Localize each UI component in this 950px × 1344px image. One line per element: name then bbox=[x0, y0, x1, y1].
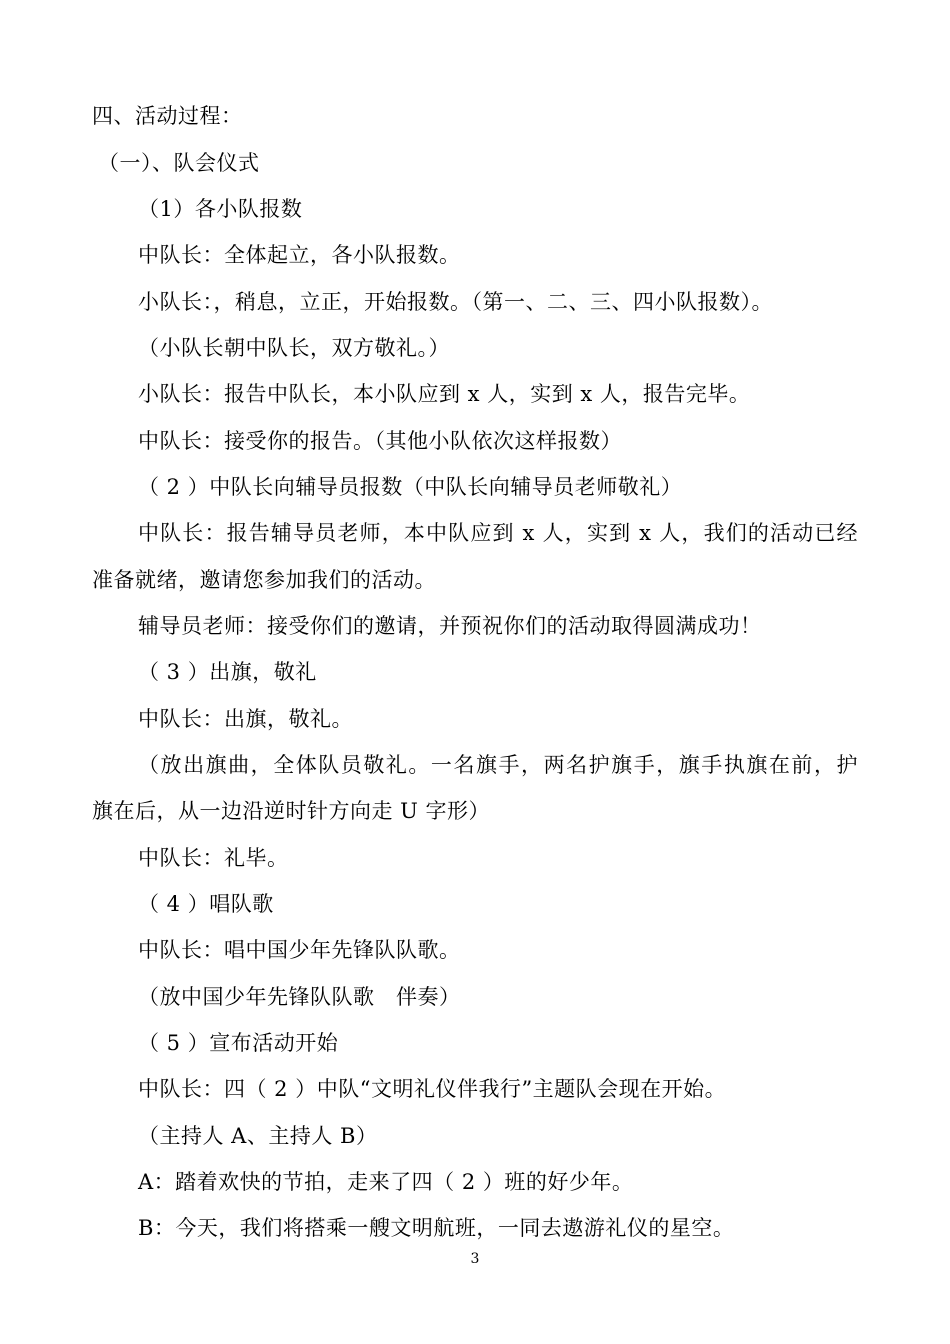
text-line: 中队长：四（ 2 ）中队“文明礼仪伴我行”主题队会现在开始。 bbox=[138, 1077, 727, 1101]
text-line: 中队长：出旗，敬礼。 bbox=[138, 707, 353, 731]
text-line: B：今天，我们将搭乘一艘文明航班，一同去遨游礼仪的星空。 bbox=[138, 1216, 735, 1240]
text-line: （放中国少年先锋队队歌 伴奏） bbox=[138, 985, 461, 1009]
text-line: 小队长：报告中队长，本小队应到 x 人，实到 x 人，报告完毕。 bbox=[138, 382, 751, 406]
text-line: （小队长朝中队长，双方敬礼。） bbox=[138, 336, 450, 360]
section-heading: 四、活动过程： bbox=[92, 104, 243, 128]
text-line: 中队长：唱中国少年先锋队队歌。 bbox=[138, 938, 461, 962]
item-heading: （ 3 ）出旗，敬礼 bbox=[138, 660, 317, 684]
text-line: 辅导员老师：接受你们的邀请，并预祝你们的活动取得圆满成功！ bbox=[138, 614, 762, 638]
text-line: （放出旗曲，全体队员敬礼。一名旗手，两名护旗手，旗手执旗在前，护 bbox=[138, 753, 858, 777]
text-line: 中队长：报告辅导员老师，本中队应到 x 人，实到 x 人，我们的活动已经 bbox=[138, 521, 858, 545]
text-line: （主持人 A、主持人 B） bbox=[138, 1124, 378, 1148]
subsection-heading: （一）、队会仪式 bbox=[98, 151, 260, 175]
text-line: 中队长：全体起立，各小队报数。 bbox=[138, 243, 461, 267]
page-number: 3 bbox=[470, 1251, 480, 1267]
item-heading: （ 2 ）中队长向辅导员报数（中队长向辅导员老师敬礼） bbox=[138, 475, 683, 499]
text-line: 小队长：，稍息，立正，开始报数。（第一、二、三、四小队报数）。 bbox=[138, 290, 773, 314]
text-line: 中队长：接受你的报告。（其他小队依次这样报数） bbox=[138, 429, 622, 453]
text-line: 准备就绪，邀请您参加我们的活动。 bbox=[92, 568, 436, 592]
item-heading: （ 4 ）唱队歌 bbox=[138, 892, 274, 916]
text-line: A：踏着欢快的节拍，走来了四（ 2 ）班的好少年。 bbox=[138, 1170, 634, 1194]
text-line: 旗在后，从一边沿逆时针方向走 U 字形） bbox=[92, 799, 491, 823]
item-heading: （1）各小队报数 bbox=[138, 197, 303, 221]
item-heading: （ 5 ）宣布活动开始 bbox=[138, 1031, 339, 1055]
text-line: 中队长：礼毕。 bbox=[138, 846, 289, 870]
